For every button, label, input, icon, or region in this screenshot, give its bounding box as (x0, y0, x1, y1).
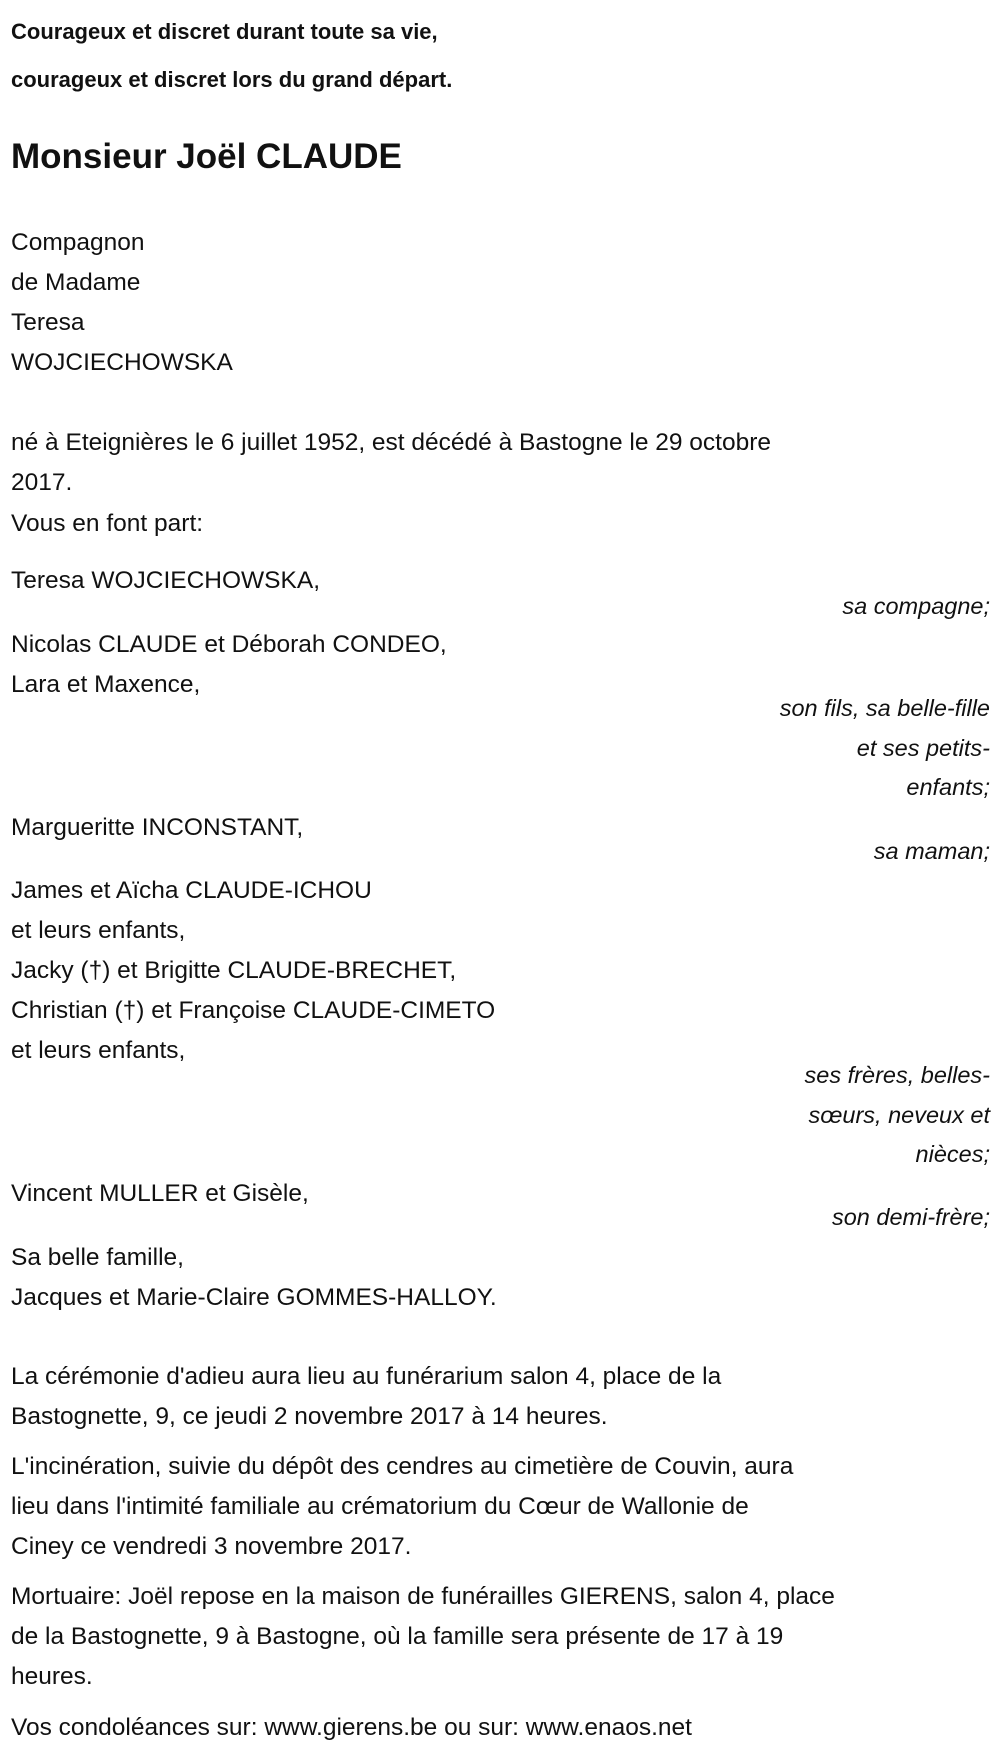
relation-line: et ses petits- (856, 734, 990, 761)
relation-line: ses frères, belles- (804, 1062, 990, 1088)
text-line: Teresa (11, 309, 85, 336)
text-line: Bastognette, 9, ce jeudi 2 novembre 2017 à 14 heures. (11, 1403, 608, 1430)
relation-line: sœurs, neveux et (808, 1101, 990, 1128)
text-line: WOJCIECHOWSKA (11, 349, 233, 376)
relation-line: son fils, sa belle-fille (779, 695, 990, 721)
text-line: heures. (11, 1663, 93, 1690)
relation-line: son demi-frère; (831, 1204, 990, 1230)
family-name: et leurs enfants, (11, 917, 186, 944)
family-relation (805, 1056, 990, 1175)
family-relation (832, 1198, 990, 1238)
text-line: Compagnon (11, 229, 145, 256)
relation-line: sa maman; (873, 838, 990, 864)
family-name: et leurs enfants, (11, 1037, 186, 1064)
family-names (11, 1238, 497, 1318)
text-line: 2017. (11, 469, 73, 496)
text-line: lieu dans l'intimité familiale au crématorium du Cœur de Wallonie de (11, 1493, 749, 1520)
text-line: né à Eteignières le 6 juillet 1952, est décédé à Bastogne le 29 octobre (11, 429, 772, 456)
family-names (11, 808, 303, 848)
family-names (11, 1174, 309, 1214)
text-line: Mortuaire: Joël repose en la maison de funérailles GIERENS, salon 4, place (11, 1583, 835, 1610)
intro-text: Vous en font part: (11, 510, 204, 537)
family-relation (842, 587, 990, 627)
companion-block (11, 223, 233, 383)
tagline-line: Courageux et discret durant toute sa vie, (11, 19, 438, 44)
family-name: Nicolas CLAUDE et Déborah CONDEO, (11, 631, 447, 658)
tagline-line: courageux et discret lors du grand départ. (11, 67, 453, 92)
family-name: James et Aïcha CLAUDE-ICHOU (11, 877, 372, 904)
family-name: Lara et Maxence, (11, 671, 201, 698)
family-names (11, 871, 495, 1071)
family-relation (874, 832, 990, 872)
relation-line: enfants; (906, 774, 990, 800)
family-names (11, 561, 320, 601)
family-relation (780, 689, 990, 808)
family-name: Christian (†) et Françoise CLAUDE-CIMETO (11, 997, 496, 1024)
incineration-text (11, 1447, 793, 1567)
relation-line: sa compagne; (842, 593, 990, 619)
ceremony-text (11, 1357, 721, 1437)
tagline (11, 8, 452, 104)
family-names (11, 625, 447, 705)
text-line: L'incinération, suivie du dépôt des cendres au cimetière de Couvin, aura (11, 1453, 794, 1480)
birth-death-text (11, 423, 771, 503)
text-line: de Madame (11, 269, 141, 296)
text-line: Ciney ce vendredi 3 novembre 2017. (11, 1533, 412, 1560)
family-name: Teresa WOJCIECHOWSKA, (11, 567, 321, 594)
text-line: La cérémonie d'adieu aura lieu au funérarium salon 4, place de la (11, 1363, 722, 1390)
family-name: Vincent MULLER et Gisèle, (11, 1180, 309, 1207)
family-name: Margueritte INCONSTANT, (11, 814, 304, 841)
text-line: de la Bastognette, 9 à Bastogne, où la famille sera présente de 17 à 19 (11, 1623, 784, 1650)
family-name: Jacques et Marie-Claire GOMMES-HALLOY. (11, 1284, 497, 1311)
relation-line: nièces; (915, 1141, 990, 1167)
mortuary-text (11, 1577, 835, 1697)
family-name: Jacky (†) et Brigitte CLAUDE-BRECHET, (11, 957, 457, 984)
family-name: Sa belle famille, (11, 1244, 184, 1271)
page-title: Monsieur Joël CLAUDE (11, 137, 402, 176)
condolences-text: Vos condoléances sur: www.gierens.be ou sur: www.enaos.net (11, 1714, 692, 1741)
